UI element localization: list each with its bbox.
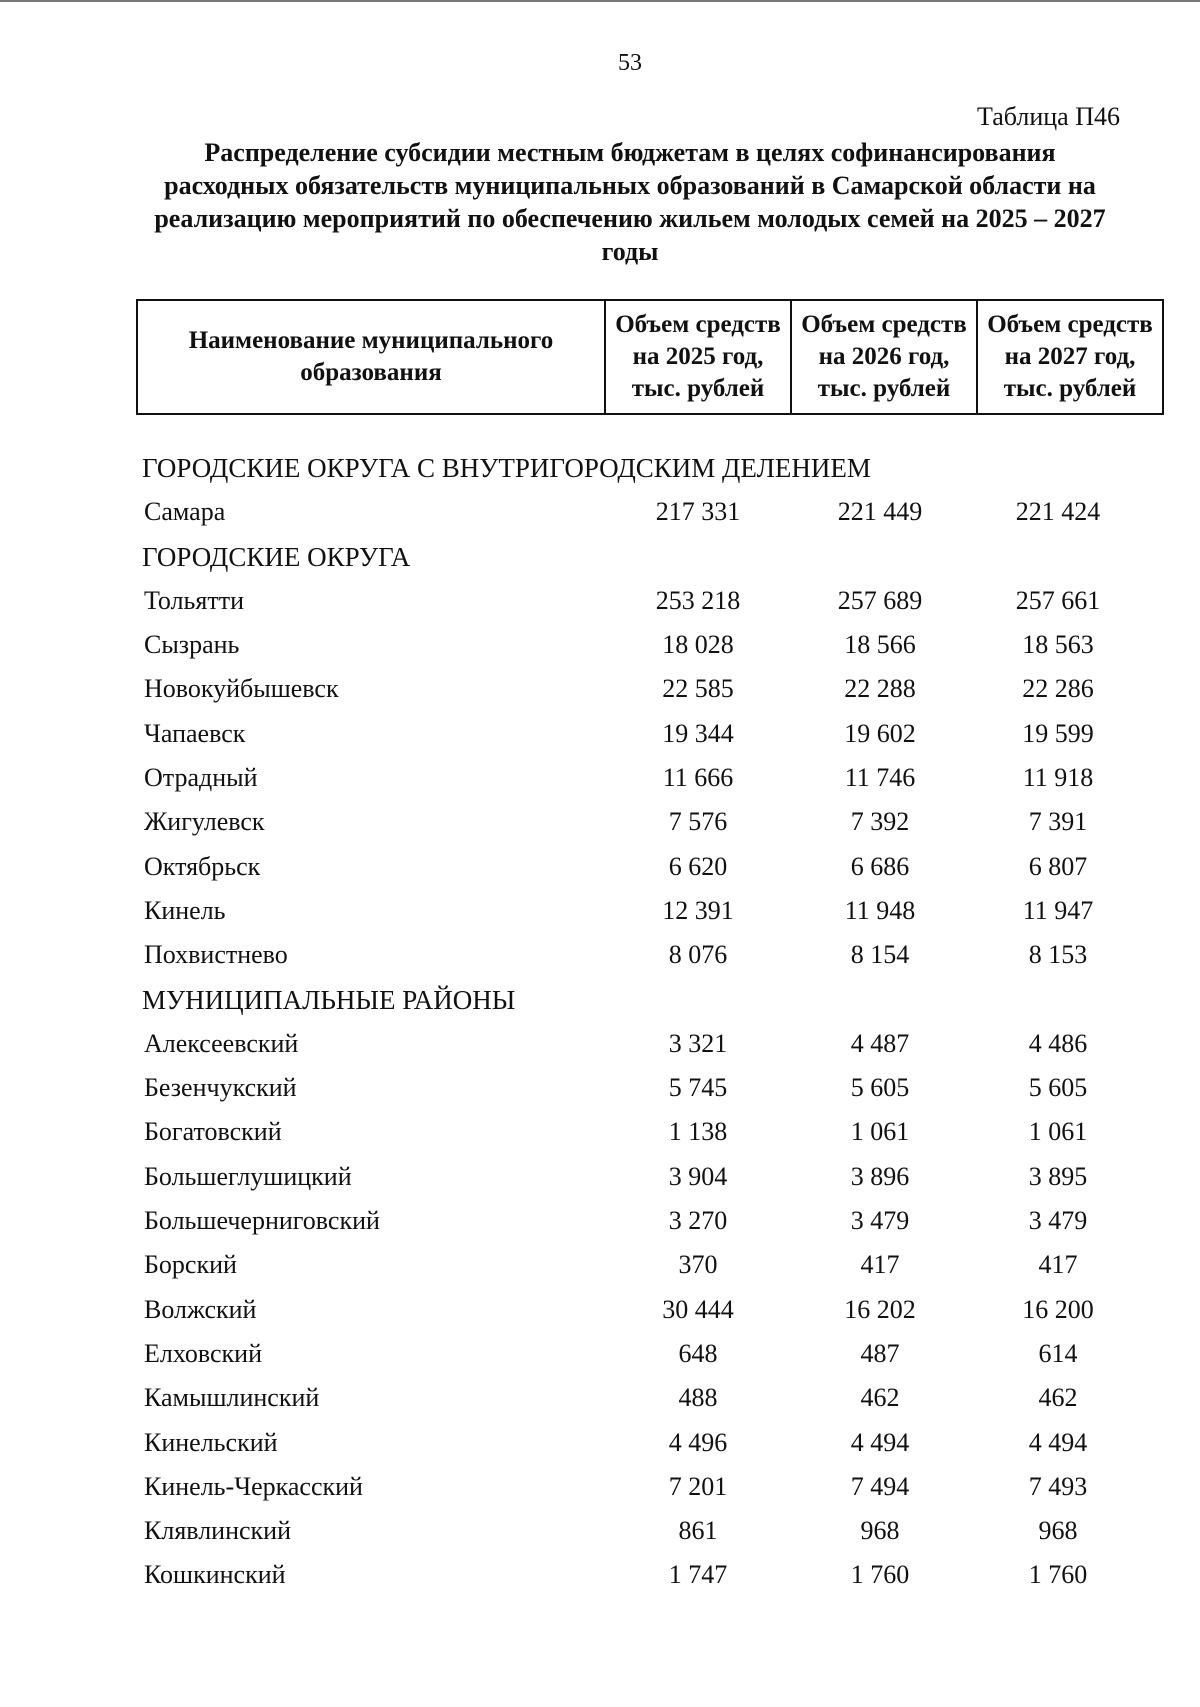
- table-row: [0, 889, 1200, 933]
- table-row: [0, 845, 1200, 889]
- table-row: [0, 1199, 1200, 1243]
- table-body: [0, 446, 1200, 1598]
- value-2027: 7 391: [1028, 807, 1088, 837]
- value-2027: 257 661: [1015, 585, 1101, 615]
- header-row: [137, 300, 1163, 414]
- value-2026: 968: [860, 1516, 900, 1546]
- table-row: [0, 756, 1200, 800]
- value-2026: 7 392: [850, 807, 910, 837]
- municipality-name: Алексеевский: [144, 1028, 299, 1058]
- municipality-name: Жигулевск: [144, 807, 265, 837]
- value-2026: 11 948: [844, 895, 916, 925]
- value-2025: 370: [678, 1250, 718, 1280]
- municipality-name: Отрадный: [144, 763, 258, 793]
- value-2027: 3 479: [1028, 1206, 1088, 1236]
- value-2026: 257 689: [837, 585, 923, 615]
- value-2027: 462: [1038, 1383, 1078, 1413]
- municipality-name: Богатовский: [144, 1117, 282, 1147]
- value-2026: 417: [860, 1250, 900, 1280]
- table-row: [0, 712, 1200, 756]
- value-2027: 11 947: [1022, 895, 1094, 925]
- value-2025: 3 321: [668, 1028, 728, 1058]
- table-row: [0, 1155, 1200, 1199]
- value-2026: 16 202: [844, 1294, 916, 1324]
- value-2025: 5 745: [668, 1073, 728, 1103]
- municipality-name: Камышлинский: [144, 1383, 320, 1413]
- value-2025: 19 344: [662, 718, 734, 748]
- value-2026: 7 494: [850, 1471, 910, 1501]
- municipality-name: Борский: [144, 1250, 237, 1280]
- value-2027: 6 807: [1028, 851, 1088, 881]
- value-2025: 6 620: [668, 851, 728, 881]
- value-2027: 1 061: [1028, 1117, 1088, 1147]
- value-2026: 5 605: [850, 1073, 910, 1103]
- value-2026: 4 487: [850, 1028, 910, 1058]
- value-2027: 221 424: [1015, 497, 1101, 527]
- value-2025: 1 747: [668, 1560, 728, 1590]
- value-2025: 7 201: [668, 1471, 728, 1501]
- table-row: [0, 667, 1200, 711]
- municipality-name: Кошкинский: [144, 1560, 286, 1590]
- value-2025: 1 138: [668, 1117, 728, 1147]
- value-2025: 217 331: [655, 497, 741, 527]
- municipality-name: Безенчукский: [144, 1073, 297, 1103]
- table-row: [0, 1376, 1200, 1420]
- table-row: [0, 1243, 1200, 1287]
- table-row: [0, 800, 1200, 844]
- value-2027: 16 200: [1022, 1294, 1094, 1324]
- municipality-name: Елховский: [144, 1338, 262, 1368]
- value-2027: 417: [1038, 1250, 1078, 1280]
- value-2027: 614: [1038, 1338, 1078, 1368]
- page-number: 53: [618, 50, 642, 76]
- table-row: [0, 1110, 1200, 1154]
- municipality-name: Сызрань: [144, 630, 240, 660]
- table-row: [0, 579, 1200, 623]
- value-2027: 18 563: [1022, 630, 1094, 660]
- municipality-name: Кинель: [144, 895, 226, 925]
- section-heading-row: [0, 535, 1200, 579]
- municipality-name: Тольятти: [144, 585, 245, 615]
- header-2025: Объем средств на 2025 год, тыс. рублей: [605, 300, 791, 414]
- section-heading: ГОРОДСКИЕ ОКРУГА: [142, 541, 411, 572]
- value-2027: 4 486: [1028, 1028, 1088, 1058]
- value-2027: 5 605: [1028, 1073, 1088, 1103]
- value-2026: 1 061: [850, 1117, 910, 1147]
- municipality-name: Кинельский: [144, 1427, 278, 1457]
- value-2025: 648: [678, 1338, 718, 1368]
- table-row: [0, 1553, 1200, 1597]
- table-row: [0, 623, 1200, 667]
- value-2026: 8 154: [850, 940, 910, 970]
- value-2025: 18 028: [662, 630, 734, 660]
- municipality-name: Кинель-Черкасский: [144, 1471, 363, 1501]
- table-row: [0, 1066, 1200, 1110]
- value-2026: 6 686: [850, 851, 910, 881]
- value-2027: 3 895: [1028, 1161, 1088, 1191]
- header-2026: Объем средств на 2026 год, тыс. рублей: [791, 300, 977, 414]
- table-title: Распределение субсидии местным бюджетам в целях софинансирования расходных обязательств муниципальных образований в Самарской области на реализацию мероприятий по обеспечению жильем молодых семей на 2025 – 2027 годы: [154, 138, 1106, 266]
- value-2026: 3 479: [850, 1206, 910, 1236]
- value-2025: 12 391: [662, 895, 734, 925]
- section-heading-row: [0, 978, 1200, 1022]
- municipality-name: Клявлинский: [144, 1516, 292, 1546]
- value-2026: 4 494: [850, 1427, 910, 1457]
- municipality-name: Большеглушицкий: [144, 1161, 352, 1191]
- value-2025: 861: [678, 1516, 718, 1546]
- table-header: [136, 299, 1164, 415]
- value-2025: 11 666: [662, 763, 734, 793]
- municipality-name: Новокуйбышевск: [144, 674, 339, 704]
- top-border-line: [0, 0, 1200, 2]
- value-2025: 253 218: [655, 585, 741, 615]
- value-2026: 18 566: [844, 630, 916, 660]
- value-2025: 22 585: [662, 674, 734, 704]
- value-2025: 30 444: [662, 1294, 734, 1324]
- table-row: [0, 1465, 1200, 1509]
- municipality-name: Похвистнево: [144, 940, 288, 970]
- table-row: [0, 1509, 1200, 1553]
- municipality-name: Большечерниговский: [144, 1206, 380, 1236]
- municipality-name: Чапаевск: [144, 718, 246, 748]
- value-2027: 968: [1038, 1516, 1078, 1546]
- municipality-name: Волжский: [144, 1294, 257, 1324]
- value-2025: 8 076: [668, 940, 728, 970]
- section-heading: ГОРОДСКИЕ ОКРУГА С ВНУТРИГОРОДСКИМ ДЕЛЕНИЕМ: [142, 453, 871, 483]
- municipality-name: Октябрьск: [144, 851, 261, 881]
- value-2025: 3 270: [668, 1206, 728, 1236]
- value-2025: 488: [678, 1383, 718, 1413]
- value-2026: 462: [860, 1383, 900, 1413]
- table-row: [0, 490, 1200, 534]
- value-2027: 19 599: [1022, 718, 1094, 748]
- value-2026: 1 760: [850, 1560, 910, 1590]
- value-2025: 4 496: [668, 1427, 728, 1457]
- value-2027: 7 493: [1028, 1471, 1088, 1501]
- value-2027: 4 494: [1028, 1427, 1088, 1457]
- value-2027: 22 286: [1022, 674, 1094, 704]
- value-2026: 221 449: [837, 497, 923, 527]
- value-2026: 11 746: [844, 763, 916, 793]
- table-row: [0, 933, 1200, 977]
- value-2027: 1 760: [1028, 1560, 1088, 1590]
- value-2026: 19 602: [844, 718, 916, 748]
- section-heading-row: [0, 446, 1200, 490]
- value-2026: 487: [860, 1338, 900, 1368]
- value-2026: 22 288: [844, 674, 916, 704]
- value-2025: 7 576: [668, 807, 728, 837]
- municipality-name: Самара: [144, 497, 226, 527]
- value-2025: 3 904: [668, 1161, 728, 1191]
- header-2027: Объем средств на 2027 год, тыс. рублей: [977, 300, 1163, 414]
- table-row: [0, 1421, 1200, 1465]
- table-label: Таблица П46: [977, 102, 1120, 131]
- table-row: [0, 1288, 1200, 1332]
- value-2026: 3 896: [850, 1161, 910, 1191]
- table-row: [0, 1022, 1200, 1066]
- table-row: [0, 1332, 1200, 1376]
- value-2027: 11 918: [1022, 763, 1094, 793]
- section-heading: МУНИЦИПАЛЬНЫЕ РАЙОНЫ: [142, 984, 516, 1015]
- header-name: Наименование муниципального образования: [137, 300, 605, 414]
- value-2027: 8 153: [1028, 940, 1088, 970]
